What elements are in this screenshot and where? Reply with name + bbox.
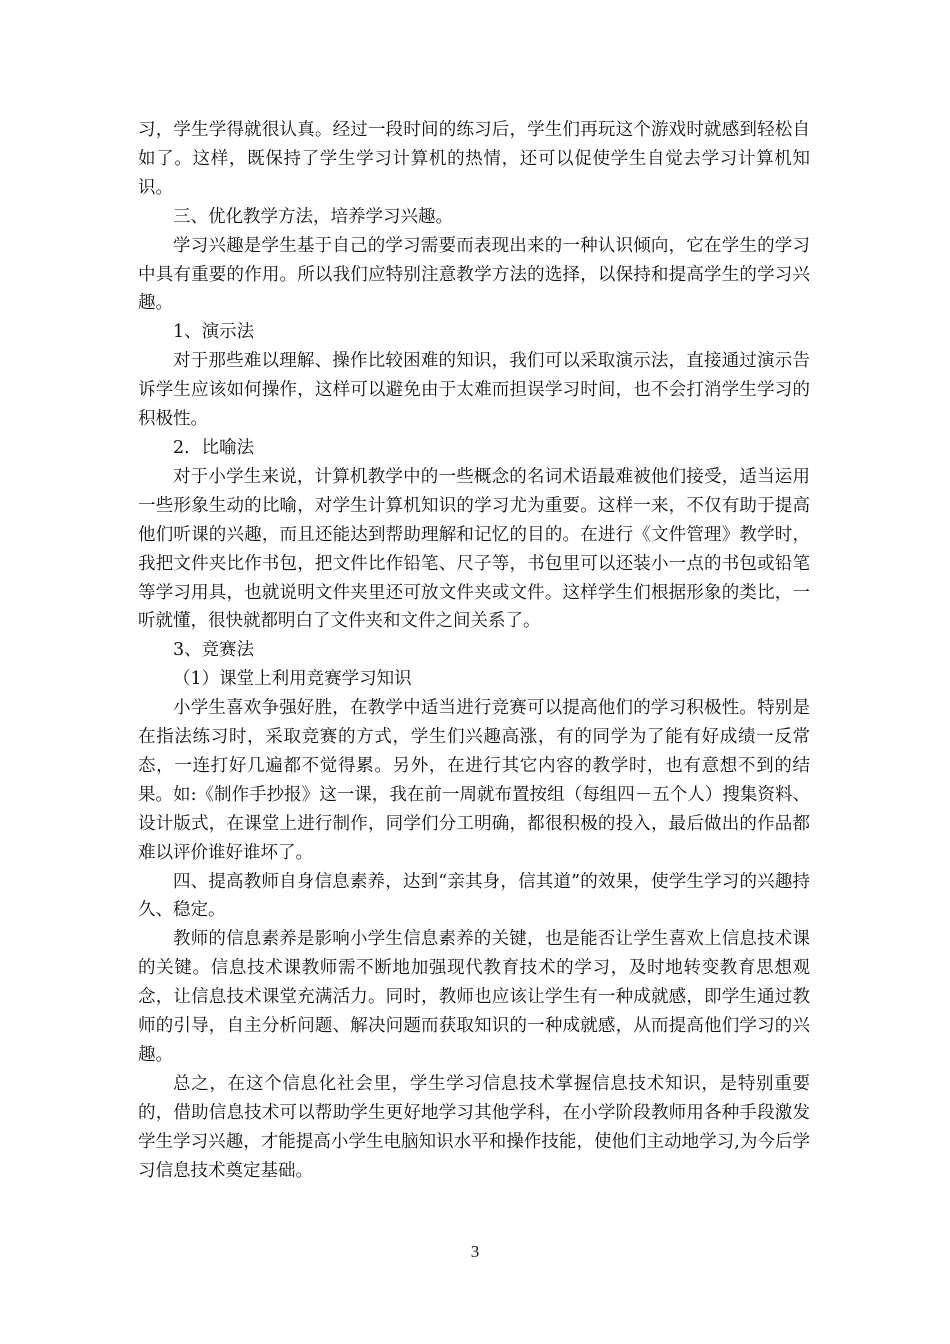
paragraph: 对于小学生来说，计算机教学中的一些概念的名词术语最难被他们接受，适当运用一些形象生动的比喻，对学生计算机知识的学习尤为重要。这样一来，不仅有助于提高他们听课的兴趣，而且还能达到帮助理解和记忆的目的。在进行《文件管理》教学时，我把文件夹比作书包，把文件比作铅笔、尺子等，书包里可以还装小一点的书包或铅笔等学习用具，也就说明文件夹里还可放文件夹或文件。这样学生们根据形象的类比，一听就懂，很快就都明白了文件夹和文件之间关系了。	[138, 466, 810, 632]
subheading-classroom-competition: （1）课堂上利用竞赛学习知识	[173, 669, 412, 690]
paragraph: 小学生喜欢争强好胜，在教学中适当进行竞赛可以提高他们的学习积极性。特别是在指法练习时，采取竞赛的方式，学生们兴趣高涨，有的同学为了能有好成绩一反常态，一连打好几遍都不觉得累。另外，在进行其它内容的教学时，也有意想不到的结果。如:《制作手抄报》这一课，我在前一周就布置按组（每组四－五个人）搜集资料、设计版式，在课堂上进行制作，同学们分工明确，都很积极的投入，最后做出的作品都难以评价谁好谁坏了。	[138, 698, 810, 863]
subheading-competition: 3、竞赛法	[173, 640, 255, 661]
subheading-demonstration: 1、演示法	[173, 322, 255, 343]
document-body	[138, 116, 810, 1186]
subheading-metaphor: 2．比喻法	[173, 437, 255, 458]
paragraph: 教师的信息素养是影响小学生信息素养的关键，也是能否让学生喜欢上信息技术课的关键。信息技术课教师需不断地加强现代教育技术的学习，及时地转变教育思想观念，让信息技术课堂充满活力。同时，教师也应该让学生有一种成就感，即学生通过教师的引导，自主分析问题、解决问题而获取知识的一种成就感，从而提高他们学习的兴趣。	[138, 929, 810, 1065]
paragraph: 对于那些难以理解、操作比较困难的知识，我们可以采取演示法，直接通过演示告诉学生应该如何操作，这样可以避免由于太难而担误学习时间，也不会打消学生学习的积极性。	[138, 351, 810, 430]
paragraph-conclusion: 总之，在这个信息化社会里，学生学习信息技术掌握信息技术知识，是特别重要的，借助信息技术可以帮助学生更好地学习其他学科，在小学阶段教师用各种手段激发学生学习兴趣，才能提高小学生电脑知识水平和操作技能，使他们主动地学习,为今后学习信息技术奠定基础。	[138, 1073, 810, 1181]
page-number: 3	[470, 1242, 480, 1261]
section-heading-4: 四、提高教师自身信息素养，达到“亲其身，信其道”的效果，使学生学习的兴趣持久、稳定。	[138, 871, 810, 921]
paragraph: 学习兴趣是学生基于自己的学习需要而表现出来的一种认识倾向，它在学生的学习中具有重要的作用。所以我们应特别注意教学方法的选择，以保持和提高学生的学习兴趣。	[138, 235, 810, 314]
section-heading-3: 三、优化教学方法，培养学习兴趣。	[173, 206, 453, 227]
paragraph-continuation: 习，学生学得就很认真。经过一段时间的练习后，学生们再玩这个游戏时就感到轻松自如了。这样，既保持了学生学习计算机的热情，还可以促使学生自觉去学习计算机知识。	[138, 120, 810, 198]
